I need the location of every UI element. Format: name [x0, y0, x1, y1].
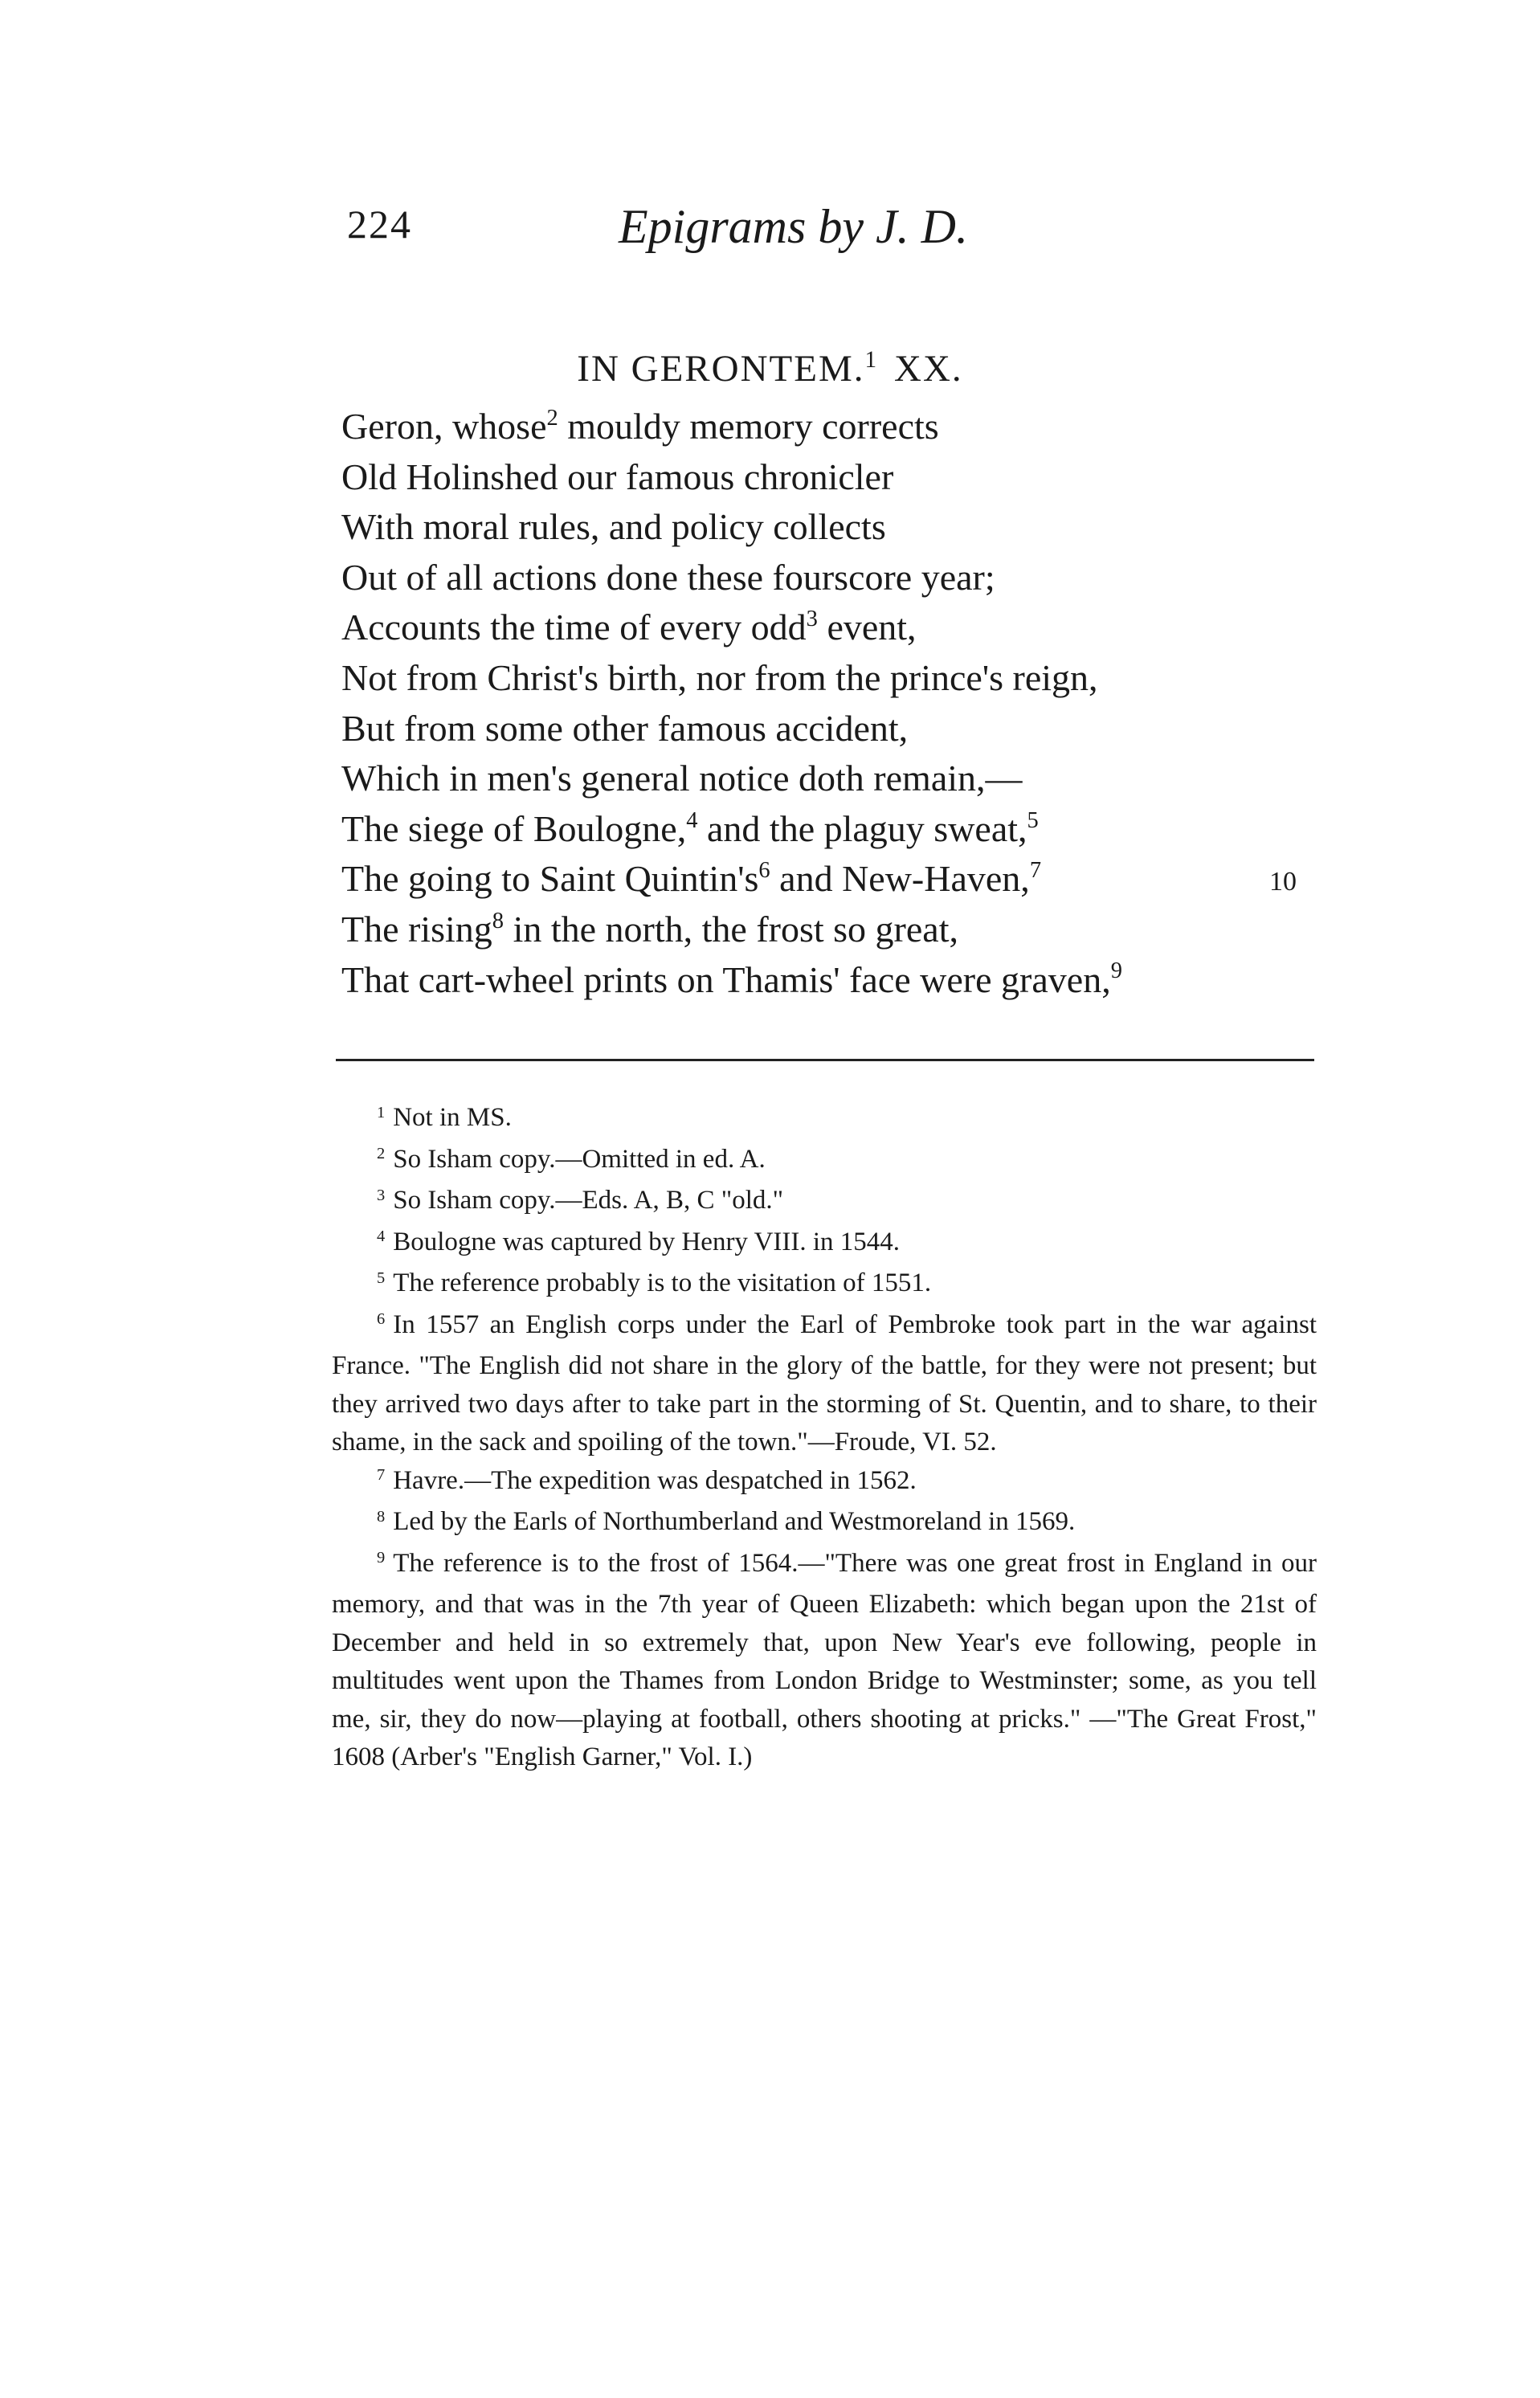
footnote-ref: 2: [546, 405, 558, 431]
poem-title: [0, 347, 1540, 390]
verse-text: Out of all actions done these fourscore year;: [341, 556, 995, 598]
verse-line: [341, 804, 1346, 855]
verse-text: Accounts the time of every odd: [341, 607, 807, 648]
footnote-mark: 3: [377, 1186, 386, 1204]
verse-line: [341, 754, 1346, 804]
verse-text: event,: [817, 607, 917, 648]
footnote-ref: 4: [686, 807, 698, 833]
footnote: [332, 1264, 1317, 1306]
footnotes: [332, 1099, 1317, 1777]
verse-line: [341, 502, 1346, 553]
footnote-ref: 1: [864, 346, 879, 373]
footnote: [332, 1462, 1317, 1504]
footnote-mark: 7: [377, 1466, 386, 1485]
footnote: [332, 1503, 1317, 1545]
verse-line: [341, 955, 1346, 1006]
verse-text: But from some other famous accident,: [341, 707, 909, 749]
page-number: 224: [347, 202, 412, 247]
verse-line: [341, 452, 1346, 503]
footnote-ref: 5: [1027, 807, 1039, 833]
verse-line: [341, 653, 1346, 704]
footnote-mark: 9: [377, 1549, 386, 1567]
verse-text: The siege of Boulogne,: [341, 807, 687, 849]
footnote-divider: [336, 1059, 1314, 1061]
footnote-mark: 8: [377, 1507, 386, 1526]
verse-text: Geron, whose: [341, 406, 547, 447]
footnote-text: Led by the Earls of Northumberland and Westmoreland in 1569.: [393, 1507, 1076, 1536]
running-title: Epigrams by J. D.: [619, 200, 968, 253]
verse-text: With moral rules, and policy collects: [341, 506, 886, 548]
line-number: 10: [1269, 867, 1297, 897]
verse-line: [341, 704, 1346, 754]
footnote: [332, 1545, 1317, 1777]
verse-text: Which in men's general notice doth remain,—: [341, 758, 1023, 799]
epigram-number: XX.: [894, 348, 963, 390]
poem-body: [341, 402, 1346, 1005]
verse-text: The going to Saint Quintin's: [341, 858, 759, 900]
footnote: [332, 1099, 1317, 1141]
poem-title-text: IN GERONTEM.: [577, 348, 865, 390]
footnote-text: Not in MS.: [393, 1103, 512, 1132]
verse-text: That cart-wheel prints on Thamis' face were graven,: [341, 958, 1111, 1000]
footnote-text: In 1557 an English corps under the Earl of Pembroke took part in the war against France. "The English did not share in the glory of the battle, for they were not present; but they arrived two days after to take part in the storming of St. Quentin, and to share, to their shame, in the sack and spoiling of the town."—Froude, VI. 52.: [332, 1309, 1317, 1456]
footnote-text: The reference is to the frost of 1564.—"There was one great frost in England in our memory, and that was in the 7th year of Queen Elizabeth: which began upon the 21st of December and held in so extremely that, upon New Year's eve following, people in multitudes went upon the Thames from London Bridge to Westminster; some, as you tell me, sir, they do now—playing at football, others shooting at pricks." —"The Great Frost," 1608 (Arber's "English Garner," Vol. I.): [332, 1548, 1317, 1771]
verse-text: The rising: [341, 908, 492, 950]
verse-line: [341, 603, 1346, 653]
verse-text: and the plaguy sweat,: [697, 807, 1027, 849]
running-head: [0, 201, 1540, 273]
footnote: [332, 1182, 1317, 1224]
footnote-ref: 3: [806, 607, 818, 632]
verse-text: Old Holinshed our famous chronicler: [341, 455, 894, 497]
footnote: [332, 1306, 1317, 1462]
verse-line: [341, 905, 1346, 955]
footnote-mark: 2: [377, 1145, 386, 1163]
footnote-mark: 1: [377, 1103, 386, 1121]
footnote: [332, 1224, 1317, 1265]
footnote-text: So Isham copy.—Eds. A, B, C "old.": [393, 1186, 784, 1215]
footnote-ref: 9: [1110, 958, 1122, 984]
verse-text: Not from Christ's birth, nor from the prince's reign,: [341, 656, 1098, 698]
verse-line: [341, 553, 1346, 603]
verse-text: mouldy memory corrects: [558, 406, 939, 447]
footnote-text: Boulogne was captured by Henry VIII. in 1544.: [393, 1227, 901, 1256]
footnote-mark: 6: [377, 1310, 386, 1329]
footnote-text: So Isham copy.—Omitted in ed. A.: [393, 1144, 766, 1174]
verse-line: [341, 854, 1346, 905]
verse-text: in the north, the frost so great,: [504, 908, 958, 950]
footnote-mark: 4: [377, 1228, 386, 1246]
footnote-ref: 7: [1029, 858, 1042, 884]
verse-line: [341, 402, 1346, 452]
verse-text: and New-Haven,: [770, 858, 1030, 900]
footnote-mark: 5: [377, 1268, 386, 1287]
footnote: [332, 1141, 1317, 1183]
footnote-ref: 6: [758, 858, 770, 884]
footnote-ref: 8: [492, 908, 504, 933]
footnote-text: Havre.—The expedition was despatched in 1562.: [393, 1465, 917, 1495]
footnote-text: The reference probably is to the visitation of 1551.: [393, 1268, 932, 1297]
